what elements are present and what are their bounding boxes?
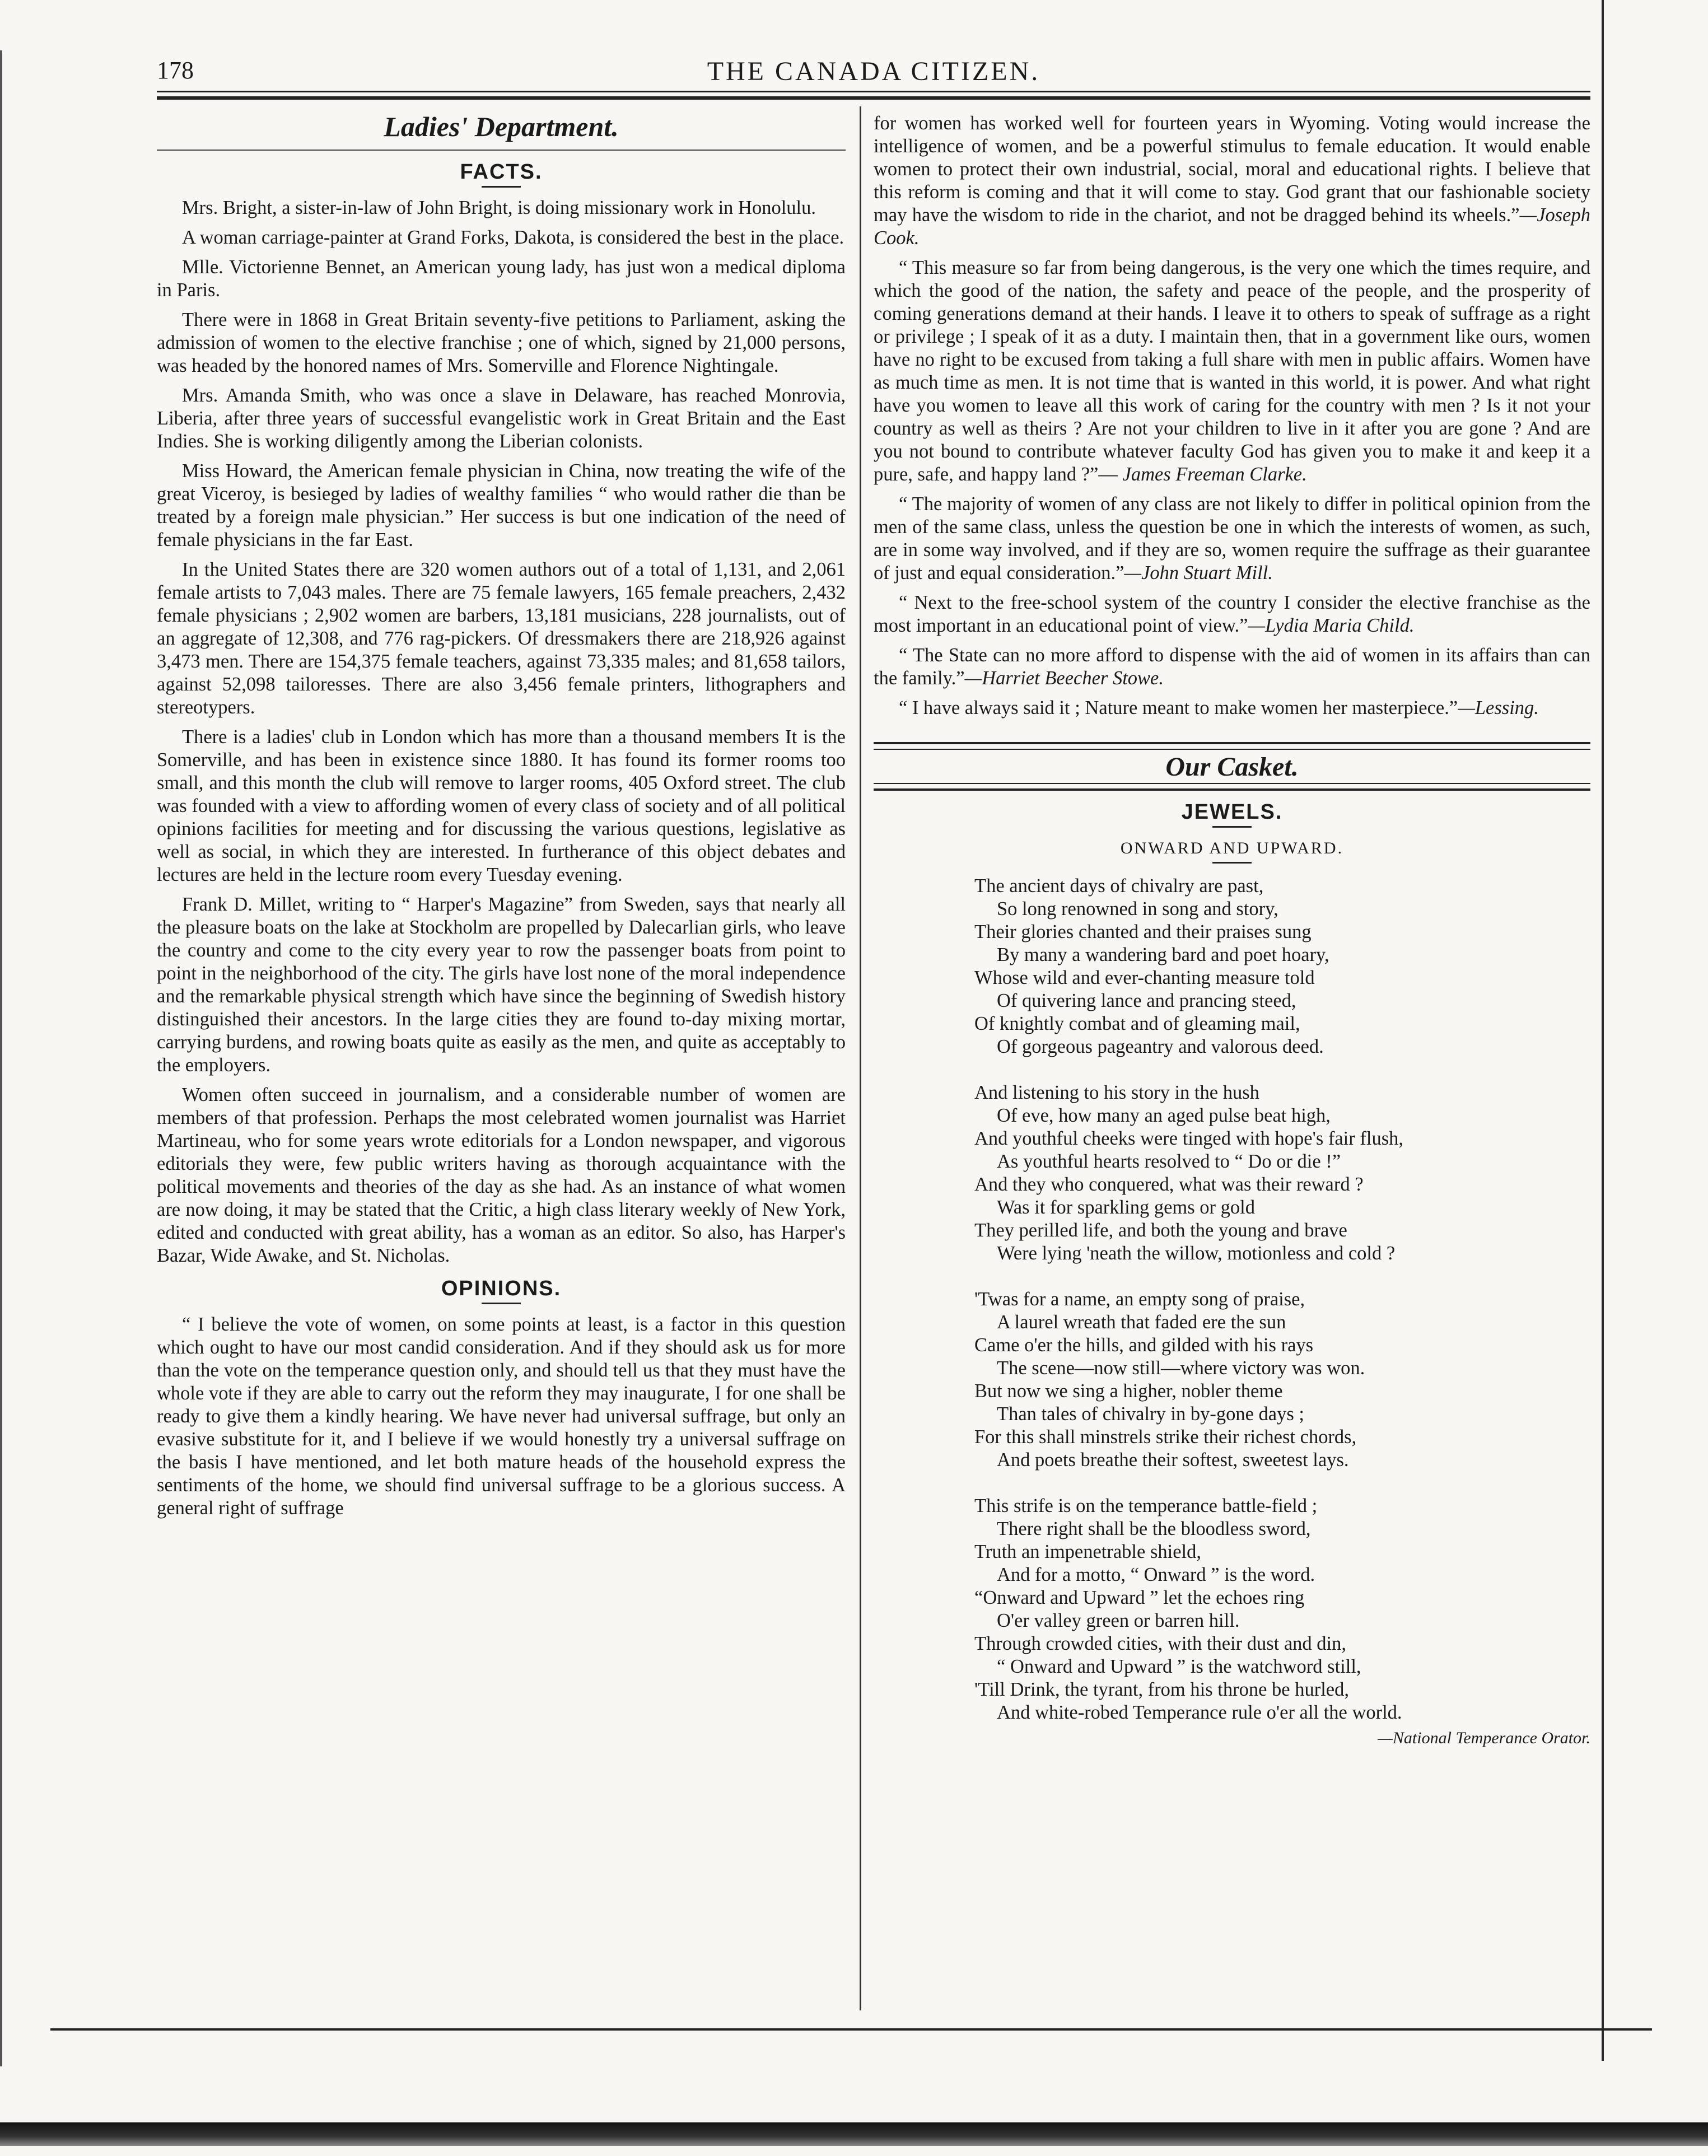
fact-paragraph: In the United States there are 320 women authors out of a total of 1,131, and 2,061 female artists to 7,043 males. There are 75 female lawyers, 165 female preachers, 2,432 female physicians ; 2,902 women are barbers, 13,181 musicians, 228 journalists, out of an aggregate of 12,308, and 776 rag-pickers. Of dressmakers there are 218,926 against 3,473 men. There are 154,375 female teachers, against 73,335 males; and 81,658 tailors, against 52,098 tailoresses. There are also 3,456 female printers, lithographers and stereotypers. xyxy=(157,559,846,718)
poem-line: So long renowned in song and story, xyxy=(997,898,1278,920)
right-column xyxy=(874,112,1590,1749)
poem-line: “Onward and Upward ” let the echoes ring xyxy=(974,1587,1305,1608)
column-divider xyxy=(860,106,861,2010)
poem-line: They perilled life, and both the young and brave xyxy=(974,1220,1347,1241)
facts-heading: FACTS. xyxy=(460,160,543,184)
poem-line: Through crowded cities, with their dust and din, xyxy=(974,1633,1346,1654)
poem-line: Came o'er the hills, and gilded with his rays xyxy=(974,1334,1314,1356)
left-column xyxy=(157,112,846,1527)
poem xyxy=(974,875,1590,1749)
opinion-text: “ This measure so far from being dangerous, is the very one which the times require, and which the good of the nation, the safety and peace of the people, and the prosperity of coming generations demand at their hands. I leave it to others to speak of suffrage as a right or privilege ; I speak of it as a duty. I maintain then, that in a government like ours, women have no right to be excused from taking a full share with men in public affairs. Women have as much time as men. It is not time that is wanted in this world, it is power. And what right have you women to leave all this work of caring for the country with men ? Is it not your country as well as theirs ? Are not your children to live in it after you are gone ? And are you not bound to contribute whatever faculty God has given you to make it and keep it a pure, safe, and happy land ?”— xyxy=(874,257,1590,485)
poem-line: And white-robed Temperance rule o'er all the world. xyxy=(997,1702,1402,1723)
jewels-dash xyxy=(1212,826,1252,828)
fact-paragraph: Mrs. Amanda Smith, who was once a slave in Delaware, has reached Monrovia, Liberia, after three years of successful evangelistic work in Great Britain and the East Indies. She is working diligently among the Liberian colonists. xyxy=(157,385,846,452)
opinion-author: —Lessing. xyxy=(1458,697,1539,718)
poem-line: The scene—now still—where victory was won. xyxy=(997,1357,1365,1379)
opinion-author: James Freeman Clarke. xyxy=(1122,464,1307,485)
opinion-author: —Harriet Beecher Stowe. xyxy=(964,668,1164,689)
poem-line: The ancient days of chivalry are past, xyxy=(974,875,1264,897)
opinion-author: —Lydia Maria Child. xyxy=(1248,615,1415,636)
opinion-paragraph xyxy=(874,256,1590,486)
jewels-heading: JEWELS. xyxy=(1181,800,1283,824)
poem-stanza xyxy=(974,1495,1590,1724)
opinion-text: for women has worked well for fourteen years in Wyoming. Voting would increase the intelligence of women, and be a powerful stimulus to female education. It would enable women to protect their own industrial, social, moral and educational rights. I believe that this reform is coming and that it will come to stay. God grant that our fashionable society may have the wisdom to ride in the chariot, and not be dragged behind its wheels.” xyxy=(874,113,1590,226)
poem-line: As youthful hearts resolved to “ Do or die !” xyxy=(997,1151,1341,1172)
poem-line: Was it for sparkling gems or gold xyxy=(997,1197,1255,1218)
opinion-text: “ The majority of women of any class are not likely to differ in political opinion from the men of the same class, unless the question be one in which the interests of women, as such, are in some way involved, and if they are so, women require the suffrage as their guarantee of just and equal consideration.” xyxy=(874,493,1590,584)
opinion-paragraph xyxy=(874,493,1590,585)
fact-paragraph: There is a ladies' club in London which has more than a thousand members It is the Somerville, and has been in existence since 1880. It has found its former rooms too small, and this month the club will remove to larger rooms, 405 Oxford street. The club was founded with a view to affording women of every class of society and of all political opinions facilities for meeting and for discussing the various questions, legislative as well as social, in which they are interested. In furtherance of this object debates and lectures are held in the lecture room every Tuesday evening. xyxy=(157,726,846,885)
poem-line: Of gorgeous pageantry and valorous deed. xyxy=(997,1036,1324,1057)
opinion-text: “ The State can no more afford to dispense with the aid of women in its affairs than can the family.” xyxy=(874,645,1590,689)
opinions-continued xyxy=(874,112,1590,720)
fact-paragraph: Mrs. Bright, a sister-in-law of John Bright, is doing missionary work in Honolulu. xyxy=(182,197,816,218)
page-number: 178 xyxy=(157,57,194,84)
poem-stanza xyxy=(974,1288,1590,1472)
poem-line: For this shall minstrels strike their richest chords, xyxy=(974,1426,1357,1448)
poem-line: 'Till Drink, the tyrant, from his throne be hurled, xyxy=(974,1679,1349,1700)
department-rule xyxy=(157,150,846,151)
poem-title: ONWARD AND UPWARD. xyxy=(1120,839,1344,857)
casket-title: Our Casket. xyxy=(1165,752,1299,782)
poem-line: “ Onward and Upward ” is the watchword still, xyxy=(997,1656,1361,1677)
opinion-paragraph xyxy=(874,697,1590,720)
fact-paragraph: There were in 1868 in Great Britain seventy-five petitions to Parliament, asking the admission of women to the elective franchise ; one of which, signed by 21,000 persons, was headed by the honored names of Mrs. Somerville and Florence Nightingale. xyxy=(157,309,846,376)
header-rule-thick xyxy=(157,96,1590,100)
fact-paragraph: Women often succeed in journalism, and a considerable number of women are members of that profession. Perhaps the most celebrated women journalist was Harriet Martineau, who for some years wrote editorials for a London newspaper, and vigorous editorials they were, few public writers having as thorough acquaintance with the political movements and theories of the day as she had. As an instance of what women are now doing, it may be stated that the Critic, a high class literary weekly of New York, edited and conducted with great ability, has a woman as an editor. So also, has Harper's Bazar, Wide Awake, and St. Nicholas. xyxy=(157,1084,846,1266)
facts-dash xyxy=(482,186,521,188)
poem-line: Than tales of chivalry in by-gone days ; xyxy=(997,1403,1304,1425)
poem-line: There right shall be the bloodless sword, xyxy=(997,1518,1311,1539)
casket-rule-bottom xyxy=(874,783,1590,791)
poem-line: And listening to his story in the hush xyxy=(974,1082,1259,1103)
header-rule xyxy=(157,91,1590,92)
opinion-paragraph xyxy=(874,591,1590,637)
poem-line: And they who conquered, what was their reward ? xyxy=(974,1174,1364,1195)
fact-paragraph: Mlle. Victorienne Bennet, an American young lady, has just won a medical diploma in Paris. xyxy=(157,256,846,301)
opinion-paragraph xyxy=(874,112,1590,250)
poem-line: And youthful cheeks were tinged with hope's fair flush, xyxy=(974,1128,1403,1149)
poem-line: This strife is on the temperance battle-field ; xyxy=(974,1495,1318,1516)
page-right-edge xyxy=(1602,0,1608,2061)
poem-line: Their glories chanted and their praises sung xyxy=(974,921,1312,942)
poem-line: By many a wandering bard and poet hoary, xyxy=(997,944,1329,965)
page-left-edge xyxy=(0,50,36,2066)
fact-paragraph: A woman carriage-painter at Grand Forks, Dakota, is considered the best in the place. xyxy=(182,227,844,248)
poem-line: Whose wild and ever-chanting measure told xyxy=(974,967,1315,988)
poem-line: Of knightly combat and of gleaming mail, xyxy=(974,1013,1300,1034)
footer-rule xyxy=(50,2028,1652,2031)
opinion-paragraph: “ I believe the vote of women, on some points at least, is a factor in this question which ought to have our most candid consideration. And if they should ask us for more than the vote on the temperance question only, and should tell us that they must have the whole vote if they are able to carry out the reform they may inaugurate, I for one shall be ready to give them a kindly hearing. We have never had universal suffrage, but only an evasive substitute for it, and I believe if we would honestly try a universal suffrage on the basis I have mentioned, and let both mature heads of the household express the sentiments of the home, we should find universal suffrage to be a glorious success. A general right of suffrage xyxy=(157,1314,846,1519)
poem-line: O'er valley green or barren hill. xyxy=(997,1610,1240,1631)
casket-rule-top xyxy=(874,742,1590,750)
opinion-author: —John Stuart Mill. xyxy=(1124,562,1273,584)
fact-paragraph: Miss Howard, the American female physician in China, now treating the wife of the great Viceroy, is besieged by ladies of wealthy families “ who would rather die than be treated by a foreign male physician.” Her success is but one indication of the need of female physicians in the far East. xyxy=(157,460,846,550)
opinions-heading: OPINIONS. xyxy=(441,1277,562,1300)
opinion-text: “ I have always said it ; Nature meant to make women her masterpiece.” xyxy=(899,697,1458,718)
poem-line: Of quivering lance and prancing steed, xyxy=(997,990,1296,1011)
poem-line: Of eve, how many an aged pulse beat high, xyxy=(997,1105,1331,1126)
poem-line: Were lying 'neath the willow, motionless and cold ? xyxy=(997,1243,1396,1264)
department-title: Ladies' Department. xyxy=(384,111,619,142)
opinion-author: —Joseph Cook. xyxy=(874,204,1590,249)
opinions-dash xyxy=(482,1303,521,1304)
scan-bottom-edge xyxy=(0,2122,1708,2146)
poem-line: A laurel wreath that faded ere the sun xyxy=(997,1312,1286,1333)
page-header xyxy=(157,56,1590,95)
opinion-text: “ Next to the free-school system of the country I consider the elective franchise as the most important in an educational point of view.” xyxy=(874,592,1590,636)
poem-stanza xyxy=(974,875,1590,1058)
poem-line: But now we sing a higher, nobler theme xyxy=(974,1380,1283,1402)
poem-attribution: —National Temperance Orator. xyxy=(1378,1729,1590,1747)
running-head: THE CANADA CITIZEN. xyxy=(707,57,1040,86)
poem-title-dash xyxy=(1212,862,1252,864)
poem-stanza xyxy=(974,1081,1590,1265)
poem-line: And poets breathe their softest, sweetest lays. xyxy=(997,1449,1349,1471)
poem-line: 'Twas for a name, an empty song of praise, xyxy=(974,1289,1305,1310)
fact-paragraph: Frank D. Millet, writing to “ Harper's Magazine” from Sweden, says that nearly all the pleasure boats on the lake at Stockholm are propelled by Dalecarlian girls, who leave the country and come to the city every year to row the passenger boats from point to point in the neighborhood of the city. The girls have lost none of the moral independence and the remarkable physical strength which have since the beginning of Swedish history distinguished their ancestors. In the large cities they are found to-day mixing mortar, carrying burdens, and rowing boats quite as easily as the men, and quite as acceptably to the employers. xyxy=(157,894,846,1076)
poem-line: Truth an impenetrable shield, xyxy=(974,1541,1201,1562)
opinion-paragraph xyxy=(874,644,1590,690)
poem-line: And for a motto, “ Onward ” is the word. xyxy=(997,1564,1315,1585)
